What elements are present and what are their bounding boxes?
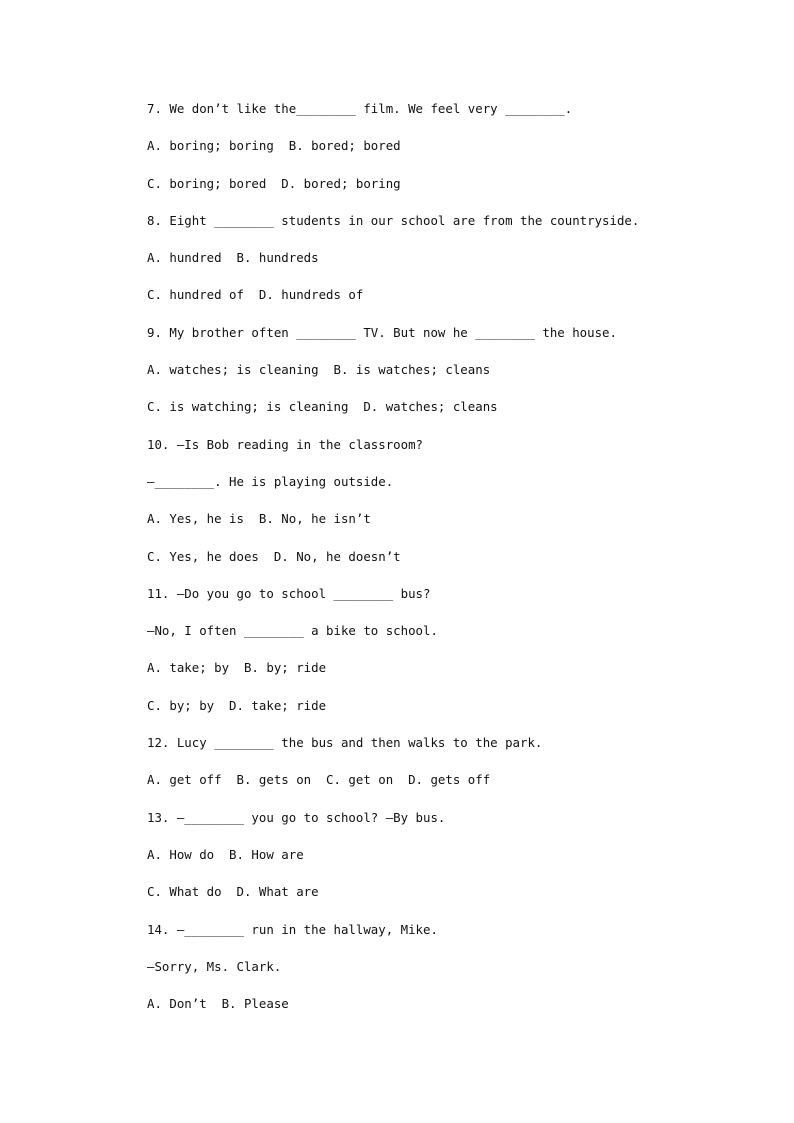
question-9-stem: 9. My brother often ________ TV. But now he ________ the house. xyxy=(147,324,617,340)
question-8-stem: 8. Eight ________ students in our school are from the countryside. xyxy=(147,212,640,228)
question-13-options-cd: C. What do D. What are xyxy=(147,884,319,900)
question-11-stem: 11. —Do you go to school ________ bus? xyxy=(147,585,431,601)
question-8-options-cd: C. hundred of D. hundreds of xyxy=(147,287,364,303)
question-11-options-ab: A. take; by B. by; ride xyxy=(147,660,327,676)
question-9-options-cd: C. is watching; is cleaning D. watches; cleans xyxy=(147,399,498,415)
question-7-options-cd: C. boring; bored D. bored; boring xyxy=(147,175,401,191)
question-8-options-ab: A. hundred B. hundreds xyxy=(147,250,319,266)
question-11-options-cd: C. by; by D. take; ride xyxy=(147,697,327,713)
question-11-reply: —No, I often ________ a bike to school. xyxy=(147,623,438,639)
question-14-stem: 14. —________ run in the hallway, Mike. xyxy=(147,921,438,937)
question-14-reply: —Sorry, Ms. Clark. xyxy=(147,958,282,974)
question-14-options-ab: A. Don’t B. Please xyxy=(147,996,289,1012)
question-10-options-cd: C. Yes, he does D. No, he doesn’t xyxy=(147,548,401,564)
question-7-stem: 7. We don’t like the________ film. We feel very ________. xyxy=(147,101,573,116)
question-13-options-ab: A. How do B. How are xyxy=(147,846,304,862)
question-10-reply: —________. He is playing outside. xyxy=(147,473,394,489)
question-10-stem: 10. —Is Bob reading in the classroom? xyxy=(147,436,424,452)
question-12-stem: 12. Lucy ________ the bus and then walks to the park. xyxy=(147,735,543,751)
question-7-options-ab: A. boring; boring B. bored; bored xyxy=(147,138,401,154)
question-13-stem: 13. —________ you go to school? —By bus. xyxy=(147,809,446,825)
question-12-options: A. get off B. gets on C. get on D. gets off xyxy=(147,772,491,788)
question-lines xyxy=(147,97,639,1029)
question-10-options-ab: A. Yes, he is B. No, he isn’t xyxy=(147,511,371,527)
question-9-options-ab: A. watches; is cleaning B. is watches; cleans xyxy=(147,362,491,378)
